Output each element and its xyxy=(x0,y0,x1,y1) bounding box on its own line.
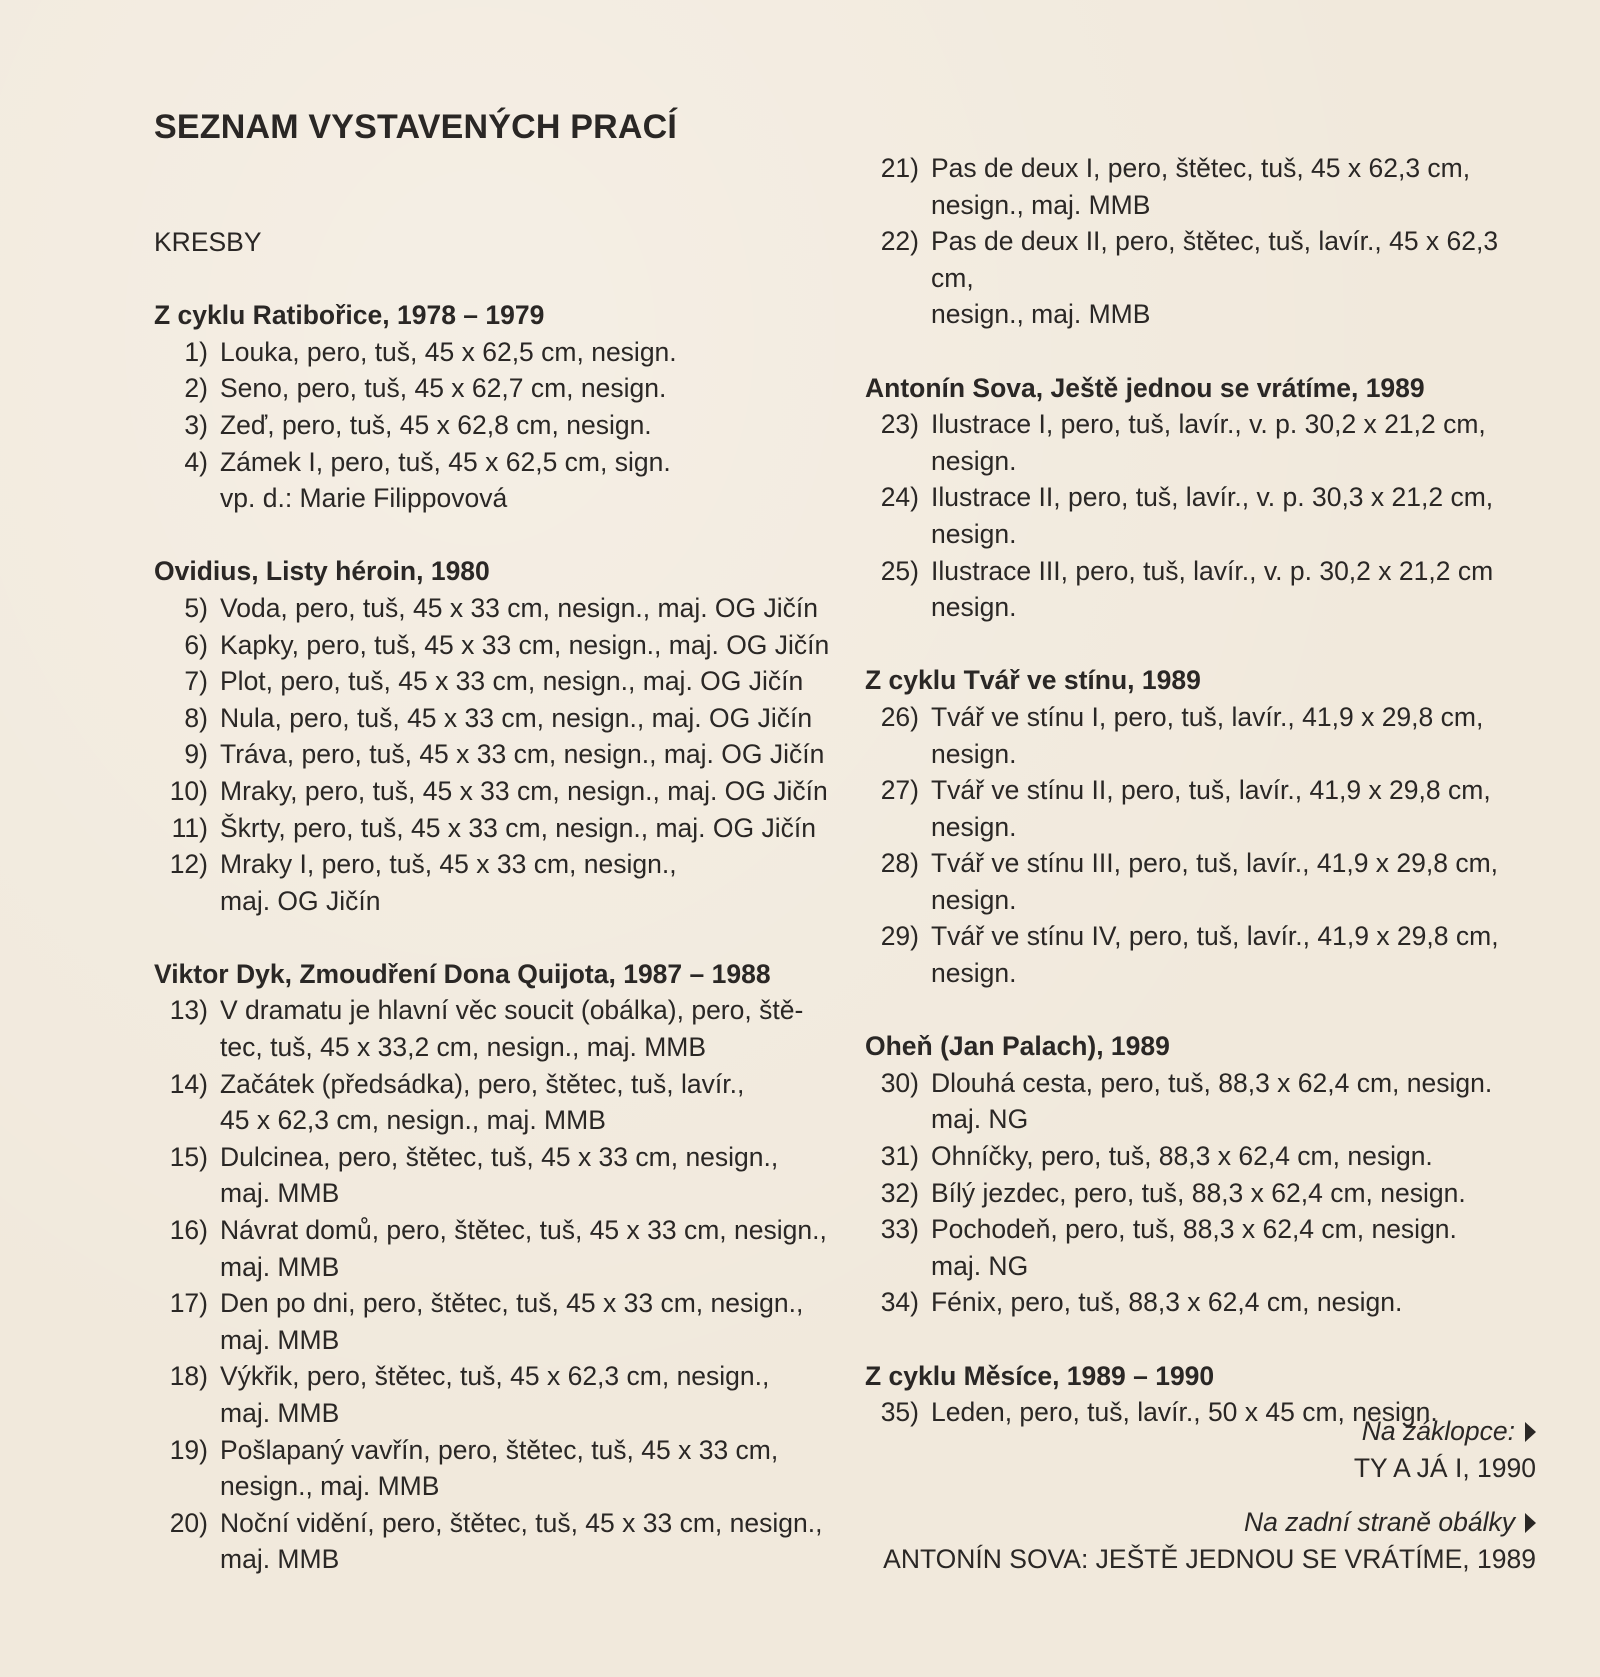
item-description: Zámek I, pero, tuš, 45 x 62,5 cm, sign. vp. d.: Marie Filippovová xyxy=(220,446,671,514)
list-item xyxy=(865,772,1545,845)
item-description: Tvář ve stínu IV, pero, tuš, lavír., 41,9 x 29,8 cm, nesign. xyxy=(931,921,1499,989)
item-number: 18) xyxy=(169,1361,208,1392)
artwork-group xyxy=(154,956,834,1578)
list-item xyxy=(154,1285,834,1358)
item-number: 3) xyxy=(184,409,208,440)
item-number: 25) xyxy=(880,555,919,586)
right-groups xyxy=(865,150,1545,1431)
group-heading: Z cyklu Tvář ve stínu, 1989 xyxy=(865,665,1201,696)
item-number: 14) xyxy=(169,1068,208,1099)
list-item xyxy=(154,1139,834,1212)
item-number: 33) xyxy=(880,1214,919,1245)
note-flap-value: TY A JÁ I, 1990 xyxy=(1353,1452,1536,1483)
item-description: Návrat domů, pero, štětec, tuš, 45 x 33 cm, nesign., maj. MMB xyxy=(220,1215,827,1282)
list-item xyxy=(154,1358,834,1431)
list-item xyxy=(865,1065,1545,1138)
item-number: 7) xyxy=(184,666,208,697)
item-description: Den po dni, pero, štětec, tuš, 45 x 33 cm, nesign., maj. MMB xyxy=(220,1288,804,1355)
right-triangle-icon xyxy=(1525,1513,1536,1533)
list-item xyxy=(865,1138,1545,1175)
list-item xyxy=(154,773,834,810)
item-description: Dlouhá cesta, pero, tuš, 88,3 x 62,4 cm, nesign. maj. NG xyxy=(931,1067,1493,1135)
list-item xyxy=(865,1211,1545,1284)
item-number: 27) xyxy=(880,775,919,806)
list-item xyxy=(865,699,1545,772)
list-item xyxy=(865,406,1545,479)
list-item xyxy=(865,150,1545,223)
artwork-group xyxy=(865,662,1545,991)
item-description: Kapky, pero, tuš, 45 x 33 cm, nesign., maj. OG Jičín xyxy=(220,629,830,660)
item-description: Výkřik, pero, štětec, tuš, 45 x 62,3 cm, nesign., maj. MMB xyxy=(220,1361,770,1428)
note-back-cover-label: Na zadní straně obálky xyxy=(1243,1507,1515,1538)
item-number: 23) xyxy=(880,409,919,440)
item-description: Nula, pero, tuš, 45 x 33 cm, nesign., maj. OG Jičín xyxy=(220,702,813,733)
item-number: 31) xyxy=(880,1141,919,1172)
list-item xyxy=(154,846,834,919)
section-label: KRESBY xyxy=(154,227,262,257)
note-back-cover-label-line xyxy=(836,1504,1536,1541)
item-description: Dulcinea, pero, štětec, tuš, 45 x 33 cm, nesign., maj. MMB xyxy=(220,1141,779,1209)
artwork-group xyxy=(865,150,1545,333)
item-description: Mraky, pero, tuš, 45 x 33 cm, nesign., maj. OG Jičín xyxy=(220,775,828,806)
group-heading: Oheň (Jan Palach), 1989 xyxy=(865,1031,1170,1062)
group-heading: Z cyklu Ratibořice, 1978 – 1979 xyxy=(154,300,545,331)
item-description: Leden, pero, tuš, lavír., 50 x 45 cm, nesign. xyxy=(931,1397,1438,1428)
item-number: 24) xyxy=(880,482,919,513)
note-back-cover-value: ANTONÍN SOVA: JEŠTĚ JEDNOU SE VRÁTÍME, 1989 xyxy=(883,1543,1536,1574)
note-flap xyxy=(836,1413,1536,1486)
left-column xyxy=(154,224,834,1578)
list-item xyxy=(154,992,834,1065)
item-number: 9) xyxy=(184,739,208,770)
item-description: V dramatu je hlavní věc soucit (obálka), pero, ště- tec, tuš, 45 x 33,2 cm, nesign., maj. MMB xyxy=(220,995,804,1063)
item-number: 15) xyxy=(169,1141,208,1172)
item-number: 8) xyxy=(184,702,208,733)
item-description: Tvář ve stínu III, pero, tuš, lavír., 41,9 x 29,8 cm, nesign. xyxy=(931,848,1499,915)
item-description: Zeď, pero, tuš, 45 x 62,8 cm, nesign. xyxy=(220,409,652,440)
item-description: Ilustrace I, pero, tuš, lavír., v. p. 30,2 x 21,2 cm, nesign. xyxy=(931,409,1486,476)
item-description: Pas de deux I, pero, štětec, tuš, 45 x 62,3 cm, nesign., maj. MMB xyxy=(931,153,1471,220)
item-description: Voda, pero, tuš, 45 x 33 cm, nesign., maj. OG Jičín xyxy=(220,592,819,623)
item-description: Ilustrace III, pero, tuš, lavír., v. p. 30,2 x 21,2 cm nesign. xyxy=(931,555,1494,623)
list-item xyxy=(865,918,1545,991)
list-item xyxy=(865,1284,1545,1321)
item-number: 21) xyxy=(880,153,919,183)
group-heading: Viktor Dyk, Zmoudření Dona Quijota, 1987 – 1988 xyxy=(154,958,771,989)
list-item xyxy=(154,1212,834,1285)
item-description: Bílý jezdec, pero, tuš, 88,3 x 62,4 cm, nesign. xyxy=(931,1177,1466,1208)
item-number: 16) xyxy=(169,1215,208,1246)
item-number: 22) xyxy=(880,226,919,257)
item-number: 6) xyxy=(184,629,208,660)
item-number: 26) xyxy=(880,701,919,732)
artwork-group xyxy=(154,553,834,919)
right-triangle-icon xyxy=(1525,1422,1536,1442)
item-description: Pas de deux II, pero, štětec, tuš, lavír., 45 x 62,3 cm, nesign., maj. MMB xyxy=(931,226,1499,330)
item-description: Seno, pero, tuš, 45 x 62,7 cm, nesign. xyxy=(220,373,667,404)
list-item xyxy=(154,370,834,407)
item-number: 34) xyxy=(880,1287,919,1318)
list-item xyxy=(154,444,834,517)
item-description: Tvář ve stínu II, pero, tuš, lavír., 41,9 x 29,8 cm, nesign. xyxy=(931,775,1491,842)
item-description: Začátek (předsádka), pero, štětec, tuš, lavír., 45 x 62,3 cm, nesign., maj. MMB xyxy=(220,1068,745,1136)
item-description: Pošlapaný vavřín, pero, štětec, tuš, 45 x 33 cm, nesign., maj. MMB xyxy=(220,1434,779,1502)
artwork-group xyxy=(865,370,1545,626)
artwork-group xyxy=(865,1028,1545,1321)
group-heading: Z cyklu Měsíce, 1989 – 1990 xyxy=(865,1360,1215,1391)
item-number: 35) xyxy=(880,1397,919,1428)
list-item xyxy=(154,1505,834,1578)
list-item xyxy=(154,663,834,700)
list-item xyxy=(154,334,834,371)
item-number: 20) xyxy=(169,1507,208,1538)
right-column xyxy=(865,150,1545,1431)
list-item xyxy=(154,700,834,737)
list-item xyxy=(154,627,834,664)
list-item xyxy=(865,223,1545,333)
list-item xyxy=(865,1175,1545,1212)
item-description: Tvář ve stínu I, pero, tuš, lavír., 41,9 x 29,8 cm, nesign. xyxy=(931,701,1484,769)
list-item xyxy=(865,479,1545,552)
note-back-cover xyxy=(836,1504,1536,1577)
item-number: 13) xyxy=(169,995,208,1026)
item-description: Plot, pero, tuš, 45 x 33 cm, nesign., maj. OG Jičín xyxy=(220,666,804,697)
item-number: 1) xyxy=(184,336,208,367)
item-number: 12) xyxy=(169,849,208,880)
item-description: Louka, pero, tuš, 45 x 62,5 cm, nesign. xyxy=(220,336,677,367)
item-number: 2) xyxy=(184,373,208,404)
list-item xyxy=(865,845,1545,918)
item-number: 28) xyxy=(880,848,919,879)
item-description: Fénix, pero, tuš, 88,3 x 62,4 cm, nesign. xyxy=(931,1287,1403,1318)
list-item xyxy=(154,736,834,773)
list-item xyxy=(865,553,1545,626)
item-number: 17) xyxy=(169,1288,208,1319)
list-item xyxy=(154,1066,834,1139)
note-flap-label-line xyxy=(836,1413,1536,1450)
item-number: 10) xyxy=(169,775,208,806)
list-item xyxy=(154,810,834,847)
item-description: Noční vidění, pero, štětec, tuš, 45 x 33 cm, nesign., maj. MMB xyxy=(220,1507,823,1575)
item-number: 11) xyxy=(171,812,208,843)
group-heading: Antonín Sova, Ještě jednou se vrátíme, 1989 xyxy=(865,372,1425,403)
cover-notes xyxy=(836,1413,1536,1595)
item-description: Ilustrace II, pero, tuš, lavír., v. p. 30,3 x 21,2 cm, nesign. xyxy=(931,482,1494,549)
list-item xyxy=(154,1432,834,1505)
item-description: Pochodeň, pero, tuš, 88,3 x 62,4 cm, nesign. maj. NG xyxy=(931,1214,1457,1281)
list-item xyxy=(154,407,834,444)
left-groups xyxy=(154,297,834,1578)
item-number: 5) xyxy=(184,592,208,623)
artwork-group xyxy=(154,297,834,517)
list-item xyxy=(154,590,834,627)
item-number: 4) xyxy=(184,446,208,477)
page-title: SEZNAM VYSTAVENÝCH PRACÍ xyxy=(154,108,678,146)
item-description: Mraky I, pero, tuš, 45 x 33 cm, nesign., maj. OG Jičín xyxy=(220,849,677,916)
item-description: Ohníčky, pero, tuš, 88,3 x 62,4 cm, nesign. xyxy=(931,1141,1433,1172)
item-number: 29) xyxy=(880,921,919,952)
item-number: 32) xyxy=(880,1177,919,1208)
note-flap-label: Na záklopce: xyxy=(1361,1416,1515,1446)
item-number: 19) xyxy=(169,1434,208,1465)
item-number: 30) xyxy=(880,1067,919,1098)
item-description: Tráva, pero, tuš, 45 x 33 cm, nesign., maj. OG Jičín xyxy=(220,739,825,770)
item-description: Škrty, pero, tuš, 45 x 33 cm, nesign., maj. OG Jičín xyxy=(220,812,816,843)
group-heading: Ovidius, Listy héroin, 1980 xyxy=(154,556,490,587)
